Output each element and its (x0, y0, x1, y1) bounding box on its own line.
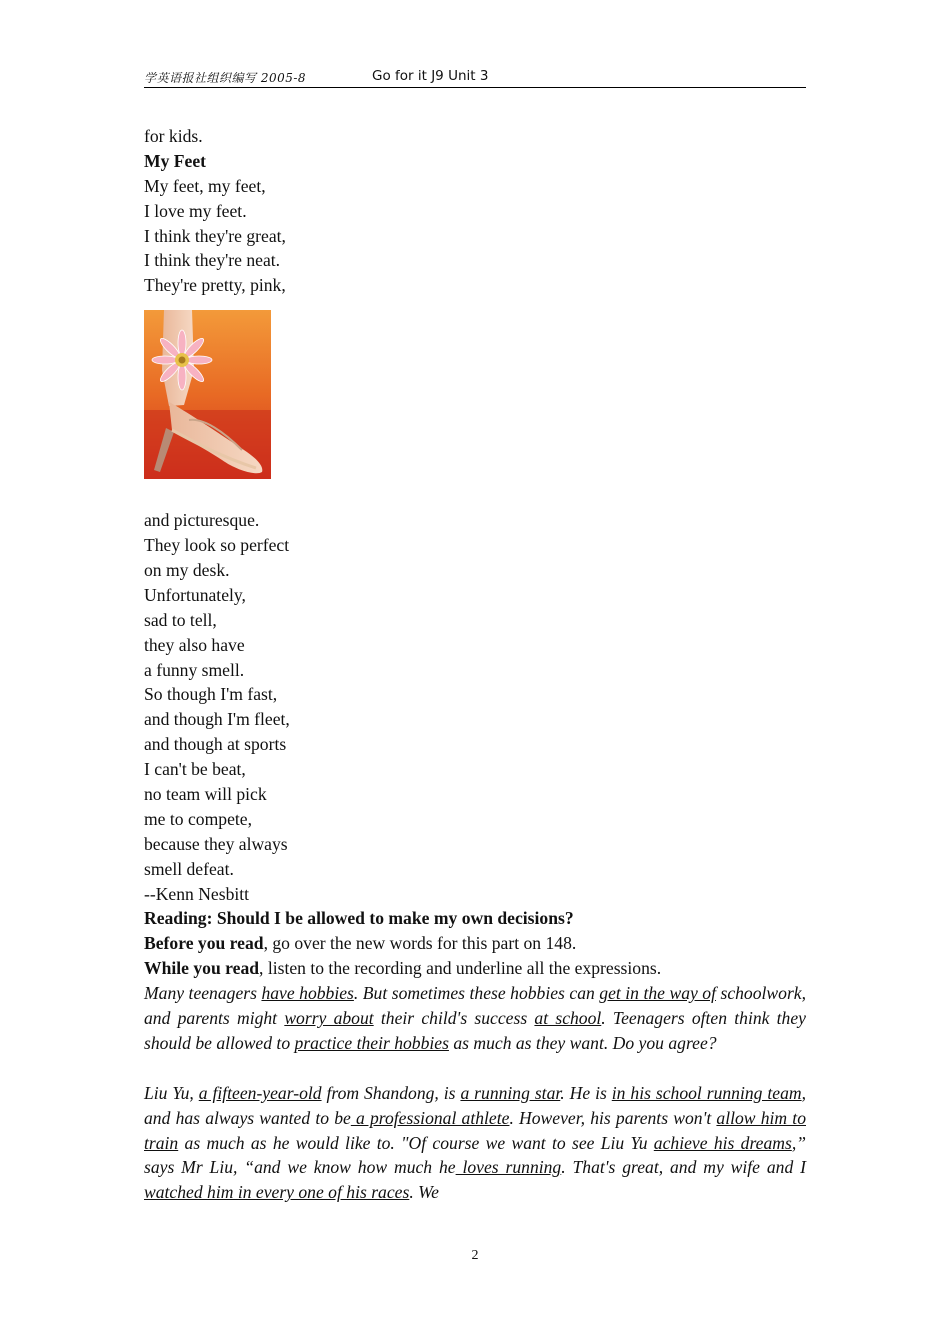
poem-line: They're pretty, pink, (144, 275, 286, 296)
underlined-expression: get in the way of (599, 983, 716, 1004)
poem-line: smell defeat. (144, 858, 234, 879)
while-you-read-text: , listen to the recording and underline all the expressions. (259, 958, 662, 979)
photo-wrapper (144, 298, 806, 508)
underlined-expression: a running star (460, 1082, 561, 1103)
page-header (144, 66, 806, 88)
poem-title: My Feet (144, 150, 207, 171)
poem-line: on my desk. (144, 560, 230, 581)
poem-line: me to compete, (144, 808, 252, 829)
poem-line: I think they're great, (144, 225, 286, 246)
text-segment: as much as he would like to. "Of course we want to see Liu Yu (178, 1132, 654, 1153)
text-segment: Many teenagers (144, 983, 262, 1004)
underlined-expression: loves running (455, 1157, 562, 1178)
reading-paragraph-2 (144, 1081, 806, 1206)
poem-line: sad to tell, (144, 609, 217, 630)
text-segment: their child's success (373, 1008, 535, 1029)
text-segment: from Shandong, is (321, 1082, 461, 1103)
poem-line: I think they're neat. (144, 250, 281, 271)
underlined-expression: a fifteen-year-old (198, 1082, 322, 1103)
reading-paragraph-1 (144, 981, 806, 1056)
text-segment: . But sometimes these hobbies can (353, 983, 600, 1004)
header-publisher: 学英语报社组织编写 2005-8 (144, 71, 307, 85)
poem-line: and though I'm fleet, (144, 709, 290, 730)
poem-lines-before (144, 174, 806, 298)
poem-lines-after (144, 508, 806, 881)
high-heel-flower-photo (144, 310, 271, 479)
text-segment: , and has always wanted to be (144, 1082, 807, 1128)
poem-line: they also have (144, 634, 245, 655)
before-you-read-label: Before you read (144, 933, 264, 954)
underlined-expression: achieve his dreams (653, 1132, 792, 1153)
poem-line: because they always (144, 833, 288, 854)
underlined-expression: worry about (284, 1008, 374, 1029)
underlined-expression: in his school running team (611, 1082, 802, 1103)
before-you-read-line (144, 931, 806, 956)
poem-author: --Kenn Nesbitt (144, 883, 250, 904)
before-you-read-text: , go over the new words for this part on 148. (263, 933, 577, 954)
text-segment: as much as they want. Do you agree? (448, 1032, 717, 1053)
poem-intro-tail: for kids. (144, 126, 203, 146)
underlined-expression: a professional athlete (350, 1107, 510, 1128)
text-segment: . We (409, 1182, 439, 1203)
paragraph-gap (144, 1056, 806, 1081)
text-segment: . That's great, and my wife and I (561, 1157, 806, 1178)
underlined-expression: at school (534, 1008, 602, 1029)
text-segment: ,” says Mr Liu, “and we know how much he (144, 1132, 806, 1178)
page-content (144, 124, 806, 1205)
poem-line: a funny smell. (144, 659, 245, 680)
poem-line: Unfortunately, (144, 584, 246, 605)
while-you-read-label: While you read (144, 958, 260, 979)
poem-line: They look so perfect (144, 535, 290, 556)
underlined-expression: have hobbies (261, 983, 354, 1004)
text-segment: . Teenagers often think they should be allowed to (144, 1008, 806, 1053)
text-segment: . He is (560, 1082, 612, 1103)
underlined-expression: allow him to train (144, 1107, 806, 1153)
poem-line: no team will pick (144, 784, 267, 805)
while-you-read-line (144, 956, 806, 981)
poem-line: I can't be beat, (144, 759, 246, 780)
reading-heading: Reading: Should I be allowed to make my own decisions? (144, 908, 574, 929)
underlined-expression: practice their hobbies (294, 1032, 449, 1053)
text-segment: . However, his parents won't (509, 1107, 717, 1128)
text-segment: Liu Yu, (144, 1082, 199, 1103)
text-segment: schoolwork, and parents might (144, 983, 807, 1029)
poem-line: I love my feet. (144, 200, 247, 221)
page-number: 2 (471, 1248, 479, 1263)
poem-line: and though at sports (144, 734, 287, 755)
poem-line: My feet, my feet, (144, 175, 266, 196)
poem-line: So though I'm fast, (144, 684, 278, 705)
header-unit-title: Go for it J9 Unit 3 (372, 68, 489, 84)
underlined-expression: watched him in every one of his races (144, 1182, 410, 1203)
poem-line: and picturesque. (144, 510, 260, 531)
